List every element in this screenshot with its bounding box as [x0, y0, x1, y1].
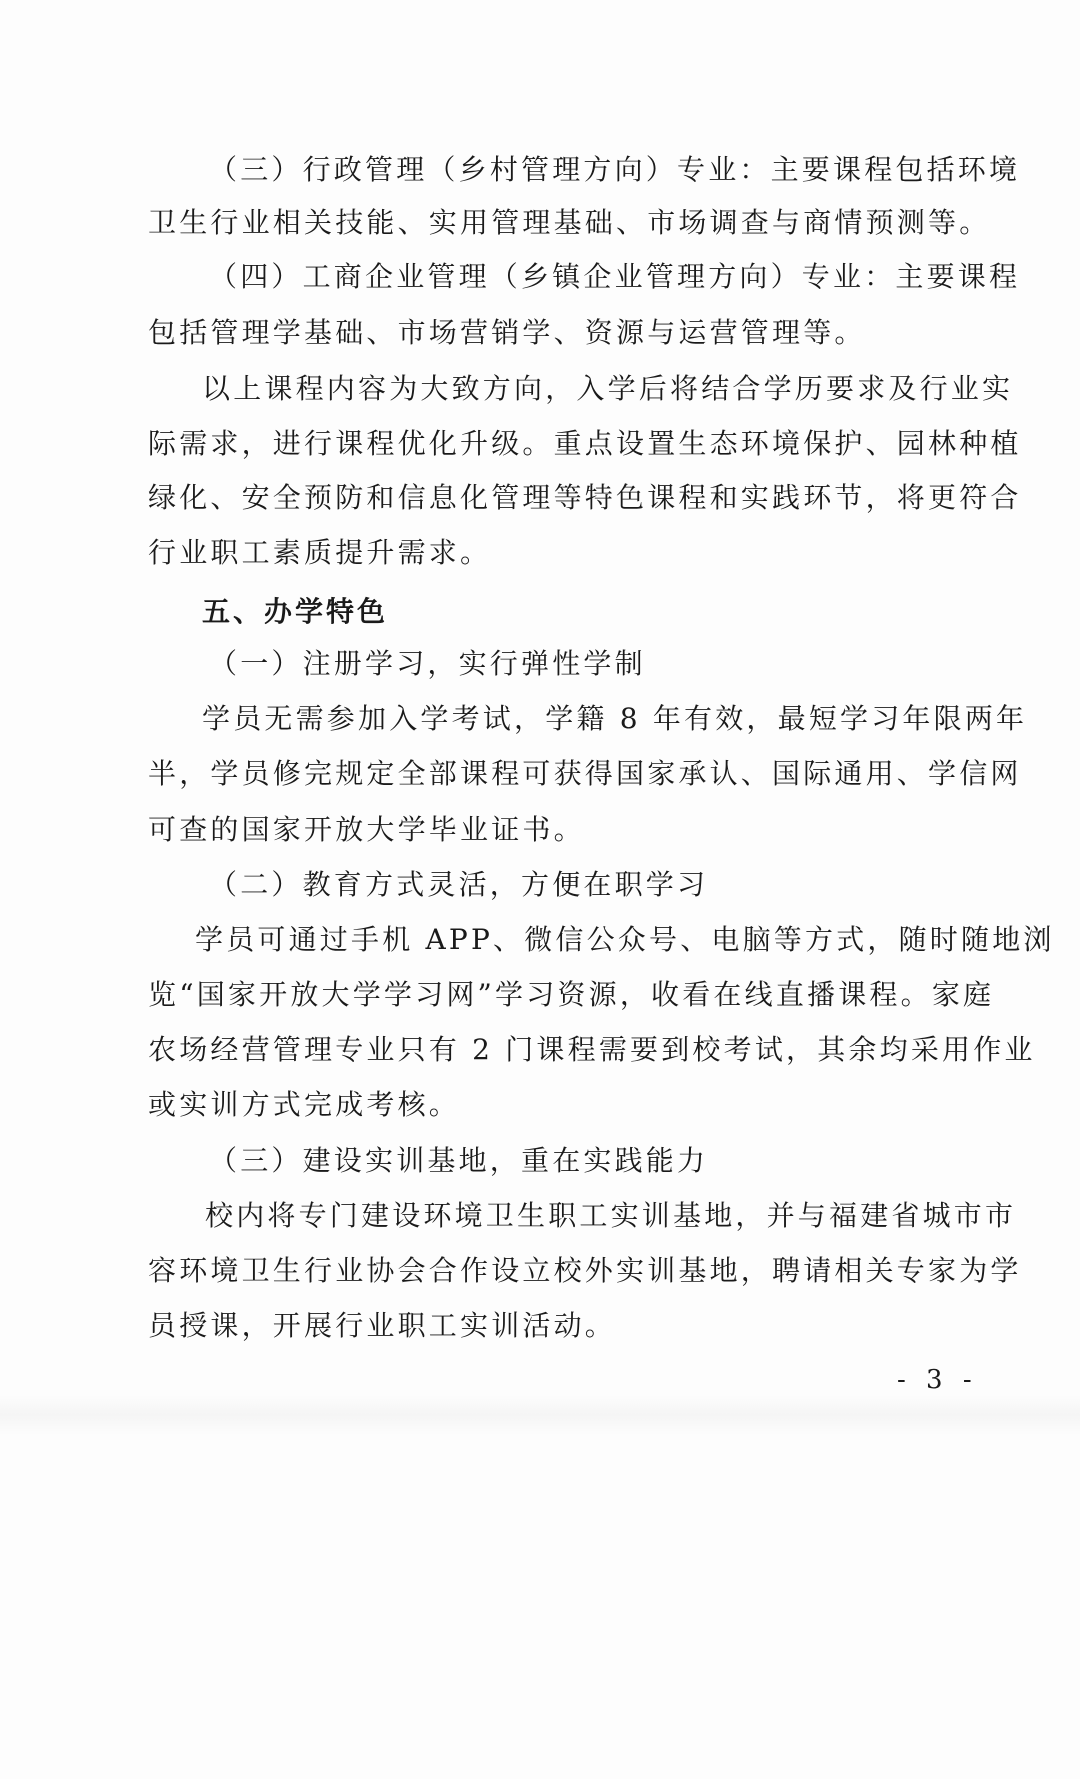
scan-shadow: [0, 1395, 1080, 1435]
paragraph-line: 包括管理学基础、市场营销学、资源与运营管理等。: [148, 316, 866, 349]
paragraph-line: 半，学员修完规定全部课程可获得国家承认、国际通用、学信网: [148, 757, 1022, 790]
paragraph-line: 际需求，进行课程优化升级。重点设置生态环境保护、园林种植: [148, 427, 1022, 460]
paragraph-line: 以上课程内容为大致方向，入学后将结合学历要求及行业实: [202, 372, 1014, 405]
paragraph-line: 容环境卫生行业协会合作设立校外实训基地，聘请相关专家为学: [148, 1254, 1022, 1287]
paragraph-line: 农场经营管理专业只有 2 门课程需要到校考试，其余均采用作业: [148, 1033, 1036, 1066]
subsection-heading: （三）建设实训基地，重在实践能力: [209, 1144, 709, 1177]
section-heading: 五、办学特色: [202, 595, 389, 628]
paragraph-line: 学员可通过手机 APP、微信公众号、电脑等方式，随时随地浏: [195, 923, 1055, 956]
subsection-heading: （二）教育方式灵活，方便在职学习: [209, 868, 709, 901]
paragraph-line: 行业职工素质提升需求。: [148, 536, 492, 569]
paragraph-line: 或实训方式完成考核。: [148, 1088, 461, 1121]
paragraph-line: （三）行政管理（乡村管理方向）专业：主要课程包括环境: [209, 153, 1021, 186]
paragraph-line: 员授课，开展行业职工实训活动。: [148, 1309, 617, 1342]
paragraph-line: 览“国家开放大学学习网”学习资源，收看在线直播课程。家庭: [148, 978, 995, 1011]
paragraph-line: 校内将专门建设环境卫生职工实训基地，并与福建省城市市: [205, 1199, 1017, 1232]
paragraph-line: 可查的国家开放大学毕业证书。: [148, 813, 585, 846]
paragraph-line: 卫生行业相关技能、实用管理基础、市场调查与商情预测等。: [148, 206, 991, 239]
paragraph-line: （四）工商企业管理（乡镇企业管理方向）专业：主要课程: [209, 260, 1021, 293]
paragraph-line: 绿化、安全预防和信息化管理等特色课程和实践环节，将更符合: [148, 481, 1022, 514]
subsection-heading: （一）注册学习，实行弹性学制: [209, 647, 646, 680]
page-number: - 3 -: [897, 1365, 978, 1395]
paragraph-line: 学员无需参加入学考试，学籍 8 年有效，最短学习年限两年: [202, 702, 1028, 735]
